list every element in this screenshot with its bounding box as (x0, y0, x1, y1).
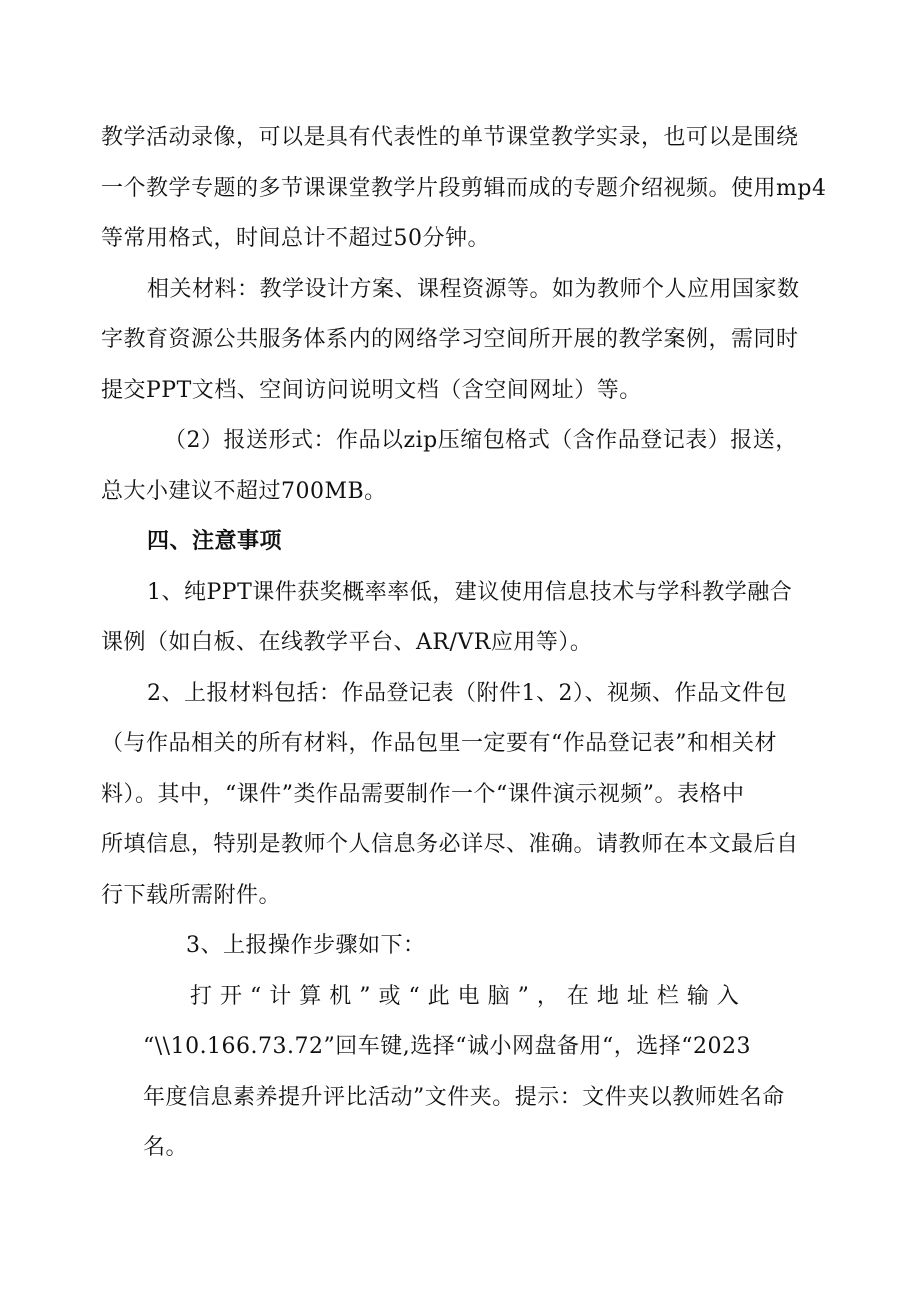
paragraph-video-line-3: 等常用格式，时间总计不超过50分钟。 (101, 226, 490, 251)
note-2-line-4: 所填信息，特别是教师个人信息务必详尽、准确。请教师在本文最后自 (101, 832, 799, 857)
note-2-line-5: 行下载所需附件。 (101, 883, 282, 908)
note-3-line-4: 年度信息素养提升评比活动”文件夹。提示：文件夹以教师姓名命 (143, 1085, 785, 1110)
note-1-line-1: 1、纯PPT课件获奖概率率低，建议使用信息技术与学科教学融合 (147, 580, 793, 605)
paragraph-materials-line-1: 相关材料：教学设计方案、课程资源等。如为教师个人应用国家数 (147, 277, 800, 302)
note-3-line-5: 名。 (143, 1135, 189, 1160)
paragraph-materials-line-2: 字教育资源公共服务体系内的网络学习空间所开展的教学案例，需同时 (101, 327, 799, 352)
note-2-line-3: 料）。其中，“课件”类作品需要制作一个“课件演示视频”。表格中 (101, 782, 745, 807)
note-1-line-2: 课例（如白板、在线教学平台、AR/VR应用等）。 (101, 630, 593, 655)
paragraph-submission-line-2: 总大小建议不超过700MB。 (101, 479, 387, 504)
paragraph-video-line-1: 教学活动录像，可以是具有代表性的单节课堂教学实录，也可以是围绕 (101, 125, 799, 150)
note-2-line-2: （与作品相关的所有材料，作品包里一定要有“作品登记表”和相关材 (101, 731, 777, 756)
note-3-line-3: “\\10.166.73.72”回车键,选择“诚小网盘备用“，选择“2023 (143, 1034, 751, 1059)
note-2-line-1: 2、上报材料包括：作品登记表（附件1、2）、视频、作品文件包 (147, 681, 787, 706)
note-3-line-2: 打 开 “ 计 算 机 ” 或 “ 此 电 脑 ” ， 在 地 址 栏 输 入 (190, 984, 740, 1009)
section-heading-notes: 四、注意事项 (147, 529, 283, 554)
paragraph-submission-line-1: （2）报送形式：作品以zip压缩包格式（含作品登记表）报送， (164, 428, 798, 453)
paragraph-materials-line-3: 提交PPT文档、空间访问说明文档（含空间网址）等。 (101, 378, 642, 403)
paragraph-video-line-2: 一个教学专题的多节课课堂教学片段剪辑而成的专题介绍视频。使用mp4 (101, 176, 827, 201)
note-3-line-1: 3、上报操作步骤如下： (186, 933, 426, 958)
